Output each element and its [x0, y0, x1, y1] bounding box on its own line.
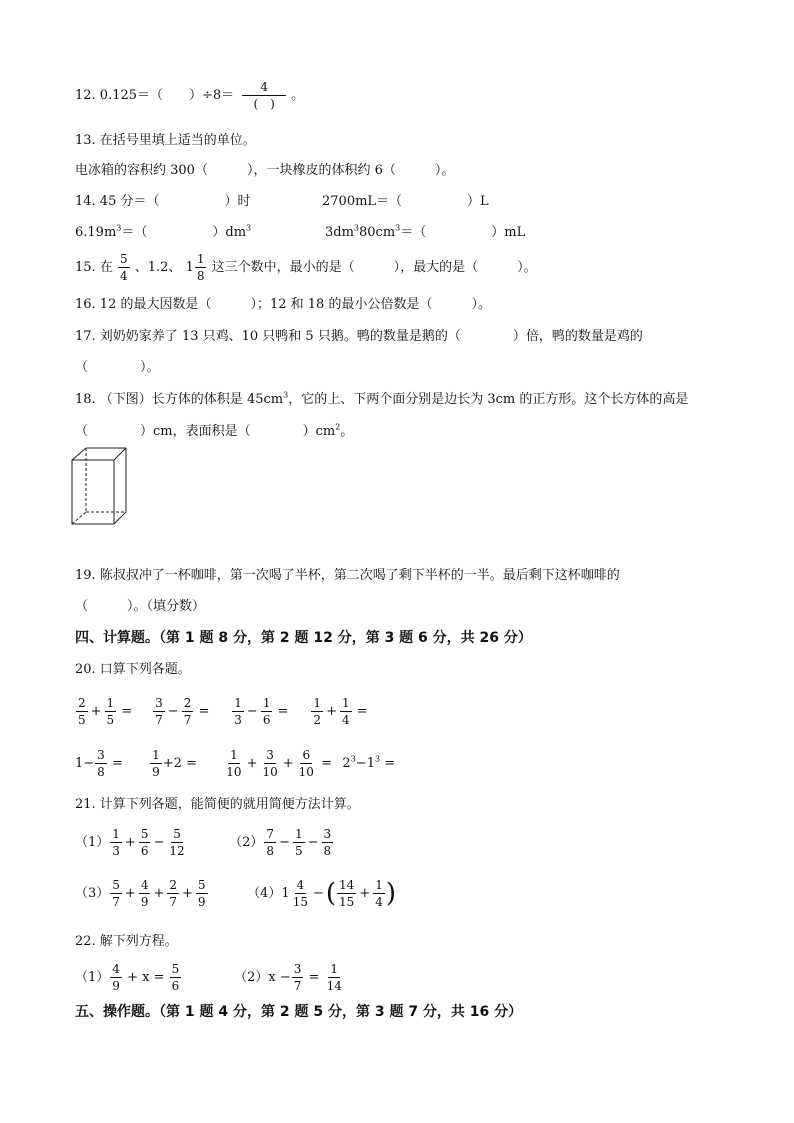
q16: 16. 12 的最大因数是（ ）；12 和 18 的最小公倍数是（ ）。: [75, 297, 491, 312]
q17-line2: （ ）。: [75, 360, 160, 375]
q20-expr-4: $\frac{1}{2}$ + $\frac{1}{4}$ =: [313, 696, 368, 727]
q20-row2: [75, 748, 395, 779]
q15-fraction: $\frac{5}{4}$: [119, 252, 128, 283]
q12-fraction: $\frac{4}{( )}$: [242, 80, 286, 111]
q20-expr-3: $\frac{1}{3}$ − $\frac{1}{6}$ =: [234, 696, 289, 727]
q21-part-2: （2） $\frac{7}{8}$ − $\frac{1}{5}$ − $\frac{3}{8}$: [229, 827, 332, 858]
q22-part-1: （1） $\frac{4}{9}$ + x = $\frac{5}{6}$: [75, 962, 180, 993]
q21-part-1: （1） $\frac{1}{3}$ + $\frac{5}{6}$ − $\frac{5}{12}$: [75, 827, 185, 858]
section-4-title: 四、计算题。（第 1 题 8 分，第 2 题 12 分，第 3 题 6 分，共 26 分）: [75, 630, 532, 646]
q14-c: $6.19m^3=$（ ）$dm^3$: [75, 223, 252, 240]
q18-line2: （ ）cm，表面积是（ ）$cm^2$。: [75, 422, 354, 439]
q17-line1: 17. 刘奶奶家养了 13 只鸡、10 只鸭和 5 只鹅。鸭的数量是鹅的（ ）倍，鸭的数量是鸡的: [75, 329, 643, 344]
q19-line1: 19. 陈叔叔冲了一杯咖啡，第一次喝了半杯，第二次喝了剩下半杯的一半。最后剩下这杯咖啡的: [75, 568, 620, 583]
q13-line: 电冰箱的容积约 300（ ），一块橡皮的体积约 6（ ）。: [75, 163, 455, 178]
q14-b: 2700mL＝（ ）L: [322, 194, 489, 209]
q21-row1: [75, 827, 334, 858]
q21-part-4: （4）1 $\frac{4}{15}$ −( $\frac{14}{15}$ + $\frac{1}{4}$ ): [247, 878, 397, 909]
q18-line1: 18. （下图）长方体的体积是 $45cm^3$，它的上、下两个面分别是边长为 3cm 的正方形。这个长方体的高是: [75, 390, 689, 407]
q14-d: $3dm^380cm^3=$（ ）mL: [325, 223, 526, 240]
q12: 12. 0.125＝（ ）÷8＝ $\frac{4}{( )}$ 。: [75, 80, 305, 111]
q22-row: [75, 962, 345, 993]
q21-part-3: （3） $\frac{5}{7}$ + $\frac{4}{9}$ + $\frac{2}{7}$ + $\frac{5}{9}$: [75, 878, 206, 909]
q15-mixed-number: 1 $\frac{1}{8}$: [185, 252, 205, 283]
q13-title: 13. 在括号里填上适当的单位。: [75, 133, 256, 148]
q20-expr-7: $\frac{1}{10}$ + $\frac{3}{10}$ + $\frac{6}{10}$ =: [226, 748, 332, 779]
q21-row2: [75, 878, 396, 909]
q22-part-2: （2）x − $\frac{3}{7}$ = $\frac{1}{14}$: [234, 962, 342, 993]
q20-expr-1: $\frac{2}{5}$ + $\frac{1}{5}$ =: [78, 696, 133, 727]
q22-title: 22. 解下列方程。: [75, 934, 178, 949]
q20-expr-8: $2^3-1^3$ =: [342, 754, 396, 771]
q20-row1: [75, 696, 368, 727]
q14-a: 14. 45 分＝（ ）时: [75, 194, 251, 209]
q15: 15. 在 $\frac{5}{4}$ 、1.2、 1 $\frac{1}{8}$ 这三个数中，最小的是（ ），最大的是（ ）。: [75, 252, 537, 283]
q21-title: 21. 计算下列各题，能简便的就用简便方法计算。: [75, 797, 360, 812]
q20-expr-6: $\frac{1}{9}$ +2 =: [152, 748, 197, 779]
q20-title: 20. 口算下列各题。: [75, 662, 191, 677]
q20-expr-2: $\frac{3}{7}$ − $\frac{2}{7}$ =: [155, 696, 210, 727]
q19-line2: （ ）。（填分数）: [75, 599, 206, 614]
cuboid-figure: [70, 446, 130, 528]
section-5-title: 五、操作题。（第 1 题 4 分，第 2 题 5 分，第 3 题 7 分，共 16 分）: [75, 1004, 523, 1020]
q20-expr-5: 1− $\frac{3}{8}$ =: [75, 748, 123, 779]
